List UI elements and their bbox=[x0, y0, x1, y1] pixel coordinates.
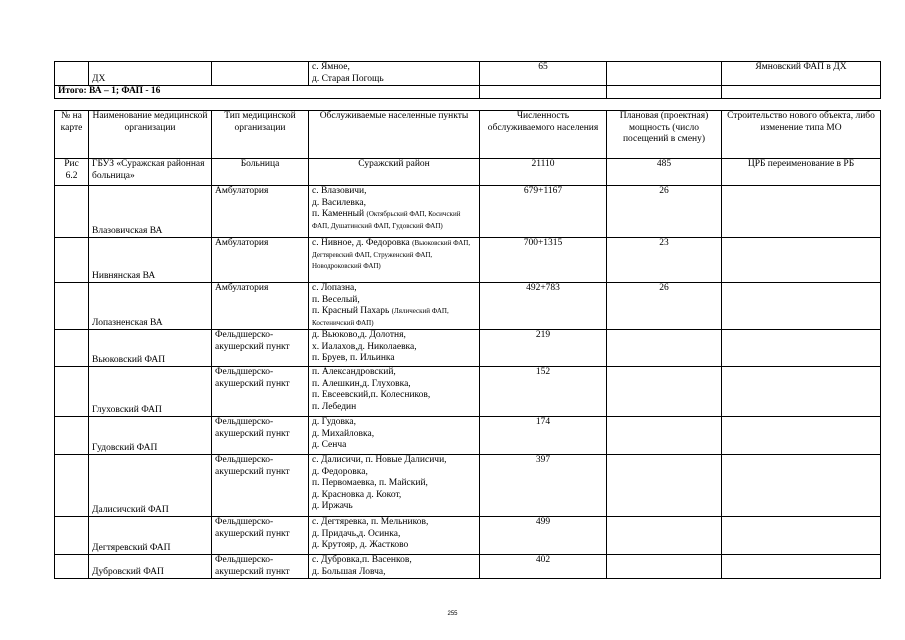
header-type: Тип медицинской организации bbox=[212, 111, 309, 159]
settlements-note: (Лялический ФАП, Костеничский ФАП) bbox=[312, 307, 449, 327]
population-cell: 219 bbox=[480, 330, 607, 367]
population-cell: 679+1167 bbox=[480, 186, 607, 238]
table-row bbox=[55, 186, 881, 238]
construction-cell bbox=[722, 555, 881, 579]
org-name: Дубровский ФАП bbox=[89, 555, 212, 579]
org-name: Далисичский ФАП bbox=[89, 455, 212, 517]
capacity-cell bbox=[607, 417, 722, 455]
header-construction: Строительство нового объекта, либо изменение типа МО bbox=[722, 111, 881, 159]
table-row bbox=[55, 283, 881, 330]
capacity-cell bbox=[607, 555, 722, 579]
org-name: Лопазненская ВА bbox=[89, 283, 212, 330]
top-table bbox=[54, 61, 881, 99]
row-num bbox=[55, 186, 89, 238]
settlements-cell: д. Вьюково,д. Долотня, х. Иалахов,д. Николаевка, п. Бруев, п. Ильинка bbox=[309, 330, 480, 367]
total-row bbox=[55, 86, 881, 99]
population-cell: 21110 bbox=[480, 159, 607, 186]
settlements-note: (Вьюковский ФАП, Дегтяревский ФАП, Струженский ФАП, Новодроковский ФАП) bbox=[312, 239, 471, 270]
org-name: ГБУЗ «Суражская районная больница» bbox=[89, 159, 212, 186]
population-cell: 492+783 bbox=[480, 283, 607, 330]
row-num: Рис 6.2 bbox=[55, 159, 89, 186]
org-name: Дегтяревский ФАП bbox=[89, 517, 212, 555]
table-row bbox=[55, 62, 881, 86]
org-name: Глуховский ФАП bbox=[89, 367, 212, 417]
population-cell: 152 bbox=[480, 367, 607, 417]
settlements-cell: п. Александровский, п. Алешкин,д. Глуховка, п. Евсеевский,п. Колесников, п. Лебедин bbox=[309, 367, 480, 417]
row-num bbox=[55, 238, 89, 283]
capacity-cell: 26 bbox=[607, 186, 722, 238]
construction-cell bbox=[722, 367, 881, 417]
population-cell: 499 bbox=[480, 517, 607, 555]
population-cell: 700+1315 bbox=[480, 238, 607, 283]
header-name: Наименование медицинской организации bbox=[89, 111, 212, 159]
construction-cell bbox=[722, 417, 881, 455]
org-type: Фельдшерско-акушерский пункт bbox=[212, 555, 309, 579]
construction-cell bbox=[722, 517, 881, 555]
org-type: Фельдшерско-акушерский пункт bbox=[212, 417, 309, 455]
org-name: ДХ bbox=[89, 62, 212, 86]
construction-cell bbox=[722, 455, 881, 517]
population-cell: 397 bbox=[480, 455, 607, 517]
row-num bbox=[55, 455, 89, 517]
population-cell: 65 bbox=[480, 62, 607, 86]
org-type: Фельдшерско-акушерский пункт bbox=[212, 330, 309, 367]
row-num bbox=[55, 555, 89, 579]
main-table bbox=[54, 110, 881, 579]
table-row bbox=[55, 367, 881, 417]
table-row bbox=[55, 330, 881, 367]
settlements-cell: с. Дубровка,п. Васенков, д. Большая Ловча, bbox=[309, 555, 480, 579]
construction-cell bbox=[722, 283, 881, 330]
settlements-cell: с. Далисичи, п. Новые Далисичи, д. Федоровка, п. Первомаевка, п. Майский, д. Красновка д. Кокот, д. Иржачь bbox=[309, 455, 480, 517]
capacity-cell bbox=[607, 367, 722, 417]
org-type: Амбулатория bbox=[212, 186, 309, 238]
construction-cell bbox=[722, 186, 881, 238]
settlements-cell: с. Дегтяревка, п. Мельников, д. Придачь,д. Осинка, д. Крутояр, д. Жастково bbox=[309, 517, 480, 555]
table-row bbox=[55, 238, 881, 283]
settlements-cell: с. Лопазна, п. Веселый, п. Красный Пахарь (Лялический ФАП, Костеничский ФАП) bbox=[309, 283, 480, 330]
table-row bbox=[55, 455, 881, 517]
table-row bbox=[55, 159, 881, 186]
header-num: № на карте bbox=[55, 111, 89, 159]
table-row bbox=[55, 417, 881, 455]
header-settlements: Обслуживаемые населенные пункты bbox=[309, 111, 480, 159]
capacity-cell: 23 bbox=[607, 238, 722, 283]
row-num bbox=[55, 417, 89, 455]
table-body bbox=[55, 159, 881, 579]
capacity-cell bbox=[607, 517, 722, 555]
org-type: Фельдшерско-акушерский пункт bbox=[212, 367, 309, 417]
org-type: Фельдшерско-акушерский пункт bbox=[212, 517, 309, 555]
org-type: Амбулатория bbox=[212, 238, 309, 283]
total-label: Итого: ВА – 1; ФАП - 16 bbox=[55, 86, 480, 99]
population-cell: 402 bbox=[480, 555, 607, 579]
settlements-cell: с. Влазовичи, д. Василевка, п. Каменный (Октябрьский ФАП, Косичский ФАП, Душатинский ФАП, Гудовский ФАП) bbox=[309, 186, 480, 238]
org-name: Вьюковский ФАП bbox=[89, 330, 212, 367]
page-number: 255 bbox=[447, 611, 458, 617]
row-num bbox=[55, 517, 89, 555]
settlements-cell: с. Нивное, д. Федоровка (Вьюковский ФАП, Дегтяревский ФАП, Струженский ФАП, Новодроковский ФАП) bbox=[309, 238, 480, 283]
row-num bbox=[55, 283, 89, 330]
header-row bbox=[55, 111, 881, 159]
org-name: Гудовский ФАП bbox=[89, 417, 212, 455]
row-num bbox=[55, 330, 89, 367]
capacity-cell bbox=[607, 455, 722, 517]
org-type: Амбулатория bbox=[212, 283, 309, 330]
construction-cell: ЦРБ переименование в РБ bbox=[722, 159, 881, 186]
row-num bbox=[55, 367, 89, 417]
construction-cell bbox=[722, 238, 881, 283]
capacity-cell: 26 bbox=[607, 283, 722, 330]
org-type: Больница bbox=[212, 159, 309, 186]
header-capacity: Плановая (проектная) мощность (число посещений в смену) bbox=[607, 111, 722, 159]
table-row bbox=[55, 555, 881, 579]
construction-cell bbox=[722, 330, 881, 367]
population-cell: 174 bbox=[480, 417, 607, 455]
org-name: Нивнянская ВА bbox=[89, 238, 212, 283]
settlements-note: (Октябрьский ФАП, Косичский ФАП, Душатинский ФАП, Гудовский ФАП) bbox=[312, 210, 461, 230]
settlements-cell: Суражский район bbox=[309, 159, 480, 186]
construction-cell: Ямновский ФАП в ДХ bbox=[722, 62, 881, 86]
capacity-cell: 485 bbox=[607, 159, 722, 186]
settlements-cell: с. Ямное, д. Старая Погощь bbox=[309, 62, 480, 86]
settlements-cell: д. Гудовка, д. Михайловка, д. Сенча bbox=[309, 417, 480, 455]
table-row bbox=[55, 517, 881, 555]
capacity-cell bbox=[607, 330, 722, 367]
org-name: Влазовичская ВА bbox=[89, 186, 212, 238]
org-type: Фельдшерско-акушерский пункт bbox=[212, 455, 309, 517]
header-population: Численность обслуживаемого населения bbox=[480, 111, 607, 159]
